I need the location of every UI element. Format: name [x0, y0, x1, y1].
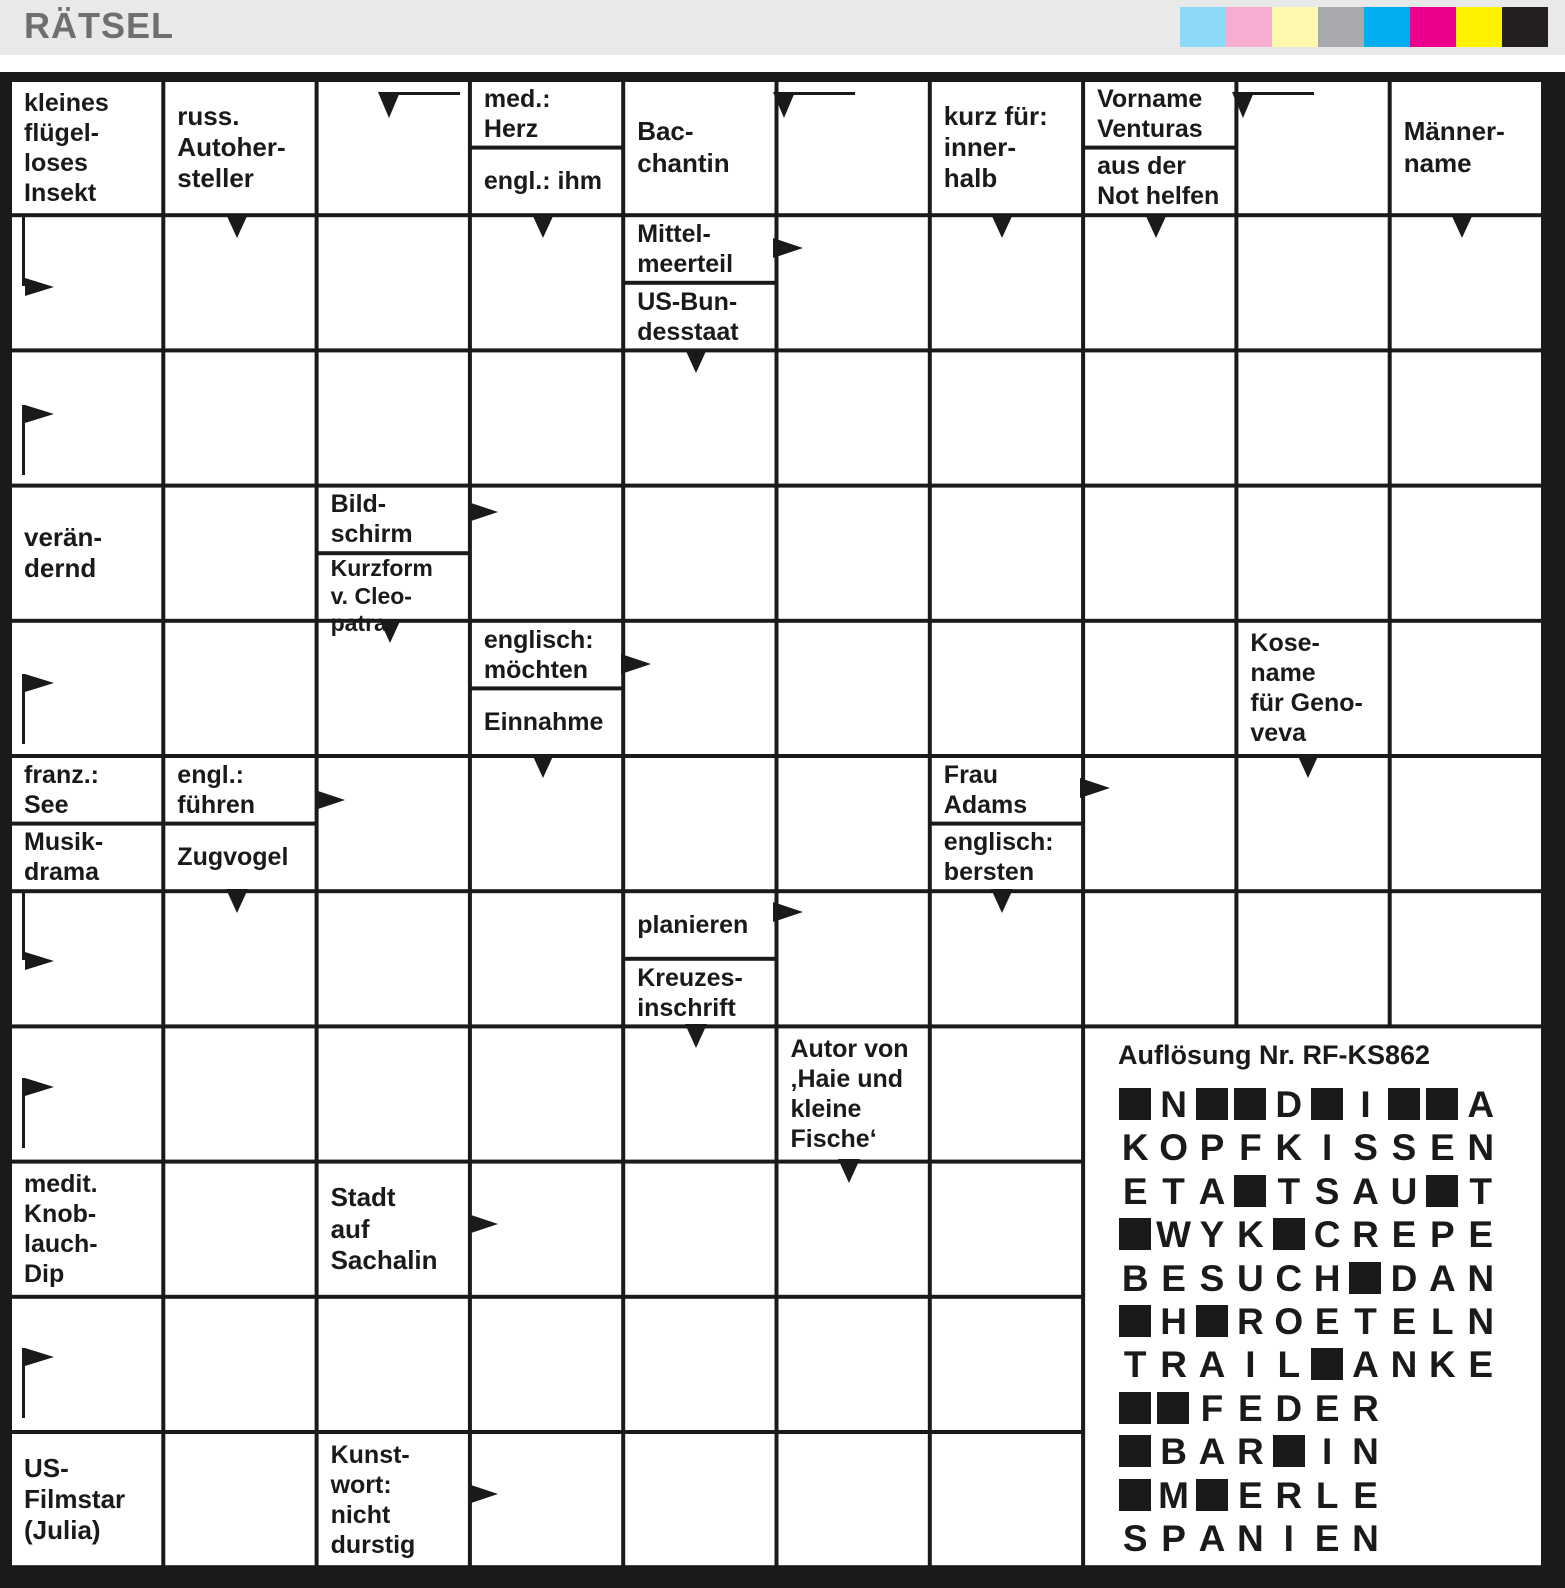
grid-cell[interactable] [319, 758, 468, 889]
grid-cell[interactable] [779, 217, 928, 348]
solution-letter: E [1468, 1344, 1494, 1386]
solution-letter: E [1161, 1257, 1186, 1299]
solution-letter: B [1121, 1257, 1149, 1299]
clue-text: Bild- schirm [330, 490, 413, 549]
solution-letter: D [1390, 1257, 1418, 1299]
clue-text: aus der Not helfen [1097, 152, 1220, 211]
solution-block [1423, 1083, 1461, 1126]
grid-cell[interactable] [932, 217, 1081, 348]
grid-cell[interactable] [12, 1028, 161, 1159]
grid-cell[interactable] [625, 488, 774, 619]
solution-row [1116, 1343, 1530, 1386]
grid-cell[interactable] [625, 1028, 774, 1159]
solution-letter: R [1237, 1300, 1264, 1342]
solution-block [1270, 1213, 1308, 1256]
solution-block [1116, 1474, 1154, 1517]
grid-cell[interactable] [472, 893, 621, 1024]
solution-letter: N [1160, 1084, 1187, 1125]
grid-cell[interactable] [625, 1299, 774, 1430]
grid-cell[interactable] [779, 1434, 928, 1565]
solution-letter: F [1239, 1127, 1262, 1169]
solution-block [1193, 1300, 1231, 1343]
solution-letter: P [1199, 1127, 1225, 1169]
solution-block [1231, 1083, 1269, 1126]
solution-row [1116, 1126, 1530, 1169]
clue-text: Bac- chantin [637, 116, 730, 178]
clue-text: Stadt auf Sachalin [330, 1182, 438, 1275]
solution-letter: S [1199, 1257, 1225, 1299]
clue-text: medit. Knob- lauch- Dip [24, 1170, 98, 1289]
grid-cell[interactable] [932, 488, 1081, 619]
solution-letter: N [1352, 1431, 1379, 1473]
solution-letter: K [1121, 1127, 1149, 1169]
clue-text: engl.: führen [177, 760, 256, 819]
grid-cell[interactable] [1085, 623, 1234, 754]
grid-cell[interactable] [779, 1299, 928, 1430]
solution-row [1116, 1430, 1530, 1473]
grid-cell[interactable] [625, 758, 774, 889]
grid-cell[interactable] [165, 1164, 314, 1295]
solution-letter: H [1160, 1300, 1187, 1342]
grid-cell[interactable] [319, 352, 468, 483]
clue-text: Kurzform v. Cleo- patra [330, 555, 433, 637]
grid-cell[interactable] [1238, 488, 1387, 619]
solution-block [1270, 1430, 1308, 1473]
solution-letter: S [1314, 1170, 1340, 1212]
grid-cell[interactable] [319, 893, 468, 1024]
solution-letter: I [1322, 1431, 1333, 1473]
grid-cell[interactable] [1392, 893, 1541, 1024]
grid-cell[interactable] [625, 1164, 774, 1295]
solution-letter: S [1353, 1127, 1378, 1169]
grid-cell[interactable] [932, 1164, 1081, 1295]
grid-cell[interactable] [779, 623, 928, 754]
solution-letter: U [1390, 1170, 1418, 1212]
grid-cell[interactable] [1085, 758, 1234, 889]
solution-letter: C [1275, 1257, 1303, 1299]
solution-letter: E [1314, 1300, 1340, 1342]
grid-cell[interactable] [472, 1299, 621, 1430]
solution-letter: P [1161, 1517, 1186, 1559]
solution-letter: S [1122, 1517, 1148, 1559]
grid-cell[interactable] [1392, 758, 1541, 889]
grid-cell[interactable] [932, 623, 1081, 754]
grid-cell[interactable] [779, 82, 928, 213]
solution-panel [1090, 1040, 1530, 1560]
grid-cell[interactable] [165, 352, 314, 483]
solution-row [1116, 1170, 1530, 1213]
solution-letter: O [1274, 1300, 1304, 1342]
solution-block [1423, 1170, 1461, 1213]
grid-cell[interactable] [1085, 893, 1234, 1024]
grid-cell[interactable] [165, 623, 314, 754]
solution-letter: E [1353, 1474, 1378, 1516]
clue-text: US-Bun- desstaat [637, 287, 739, 346]
clue-text: Kunst- wort: nicht durstig [330, 1440, 416, 1559]
grid-cell[interactable] [472, 1028, 621, 1159]
solution-block [1116, 1430, 1154, 1473]
grid-cell[interactable] [779, 1164, 928, 1295]
grid-cell[interactable] [779, 352, 928, 483]
grid-cell[interactable] [779, 488, 928, 619]
solution-letter: T [1277, 1170, 1301, 1212]
solution-letter: E [1314, 1517, 1340, 1559]
solution-letter: P [1429, 1214, 1455, 1256]
solution-letter: A [1198, 1431, 1226, 1473]
clue-text: Autor von ‚Haie und kleine Fische‘ [790, 1035, 909, 1153]
clue-text: Männer- name [1403, 116, 1505, 178]
solution-letter: L [1315, 1474, 1339, 1516]
solution-letter: U [1237, 1257, 1264, 1299]
solution-letter: E [1122, 1170, 1148, 1212]
clue-text: Vorname Venturas [1097, 84, 1203, 143]
grid-cell[interactable] [1085, 217, 1234, 348]
solution-letter: N [1352, 1517, 1379, 1559]
solution-letter: K [1237, 1214, 1264, 1256]
solution-letter: I [1283, 1517, 1294, 1559]
grid-cell[interactable] [1392, 623, 1541, 754]
solution-letter: E [1391, 1300, 1417, 1342]
grid-cell[interactable] [12, 1299, 161, 1430]
solution-block [1154, 1387, 1192, 1430]
grid-cell[interactable] [165, 893, 314, 1024]
grid-cell[interactable] [1392, 488, 1541, 619]
grid-cell[interactable] [472, 1164, 621, 1295]
solution-letter: A [1467, 1084, 1495, 1125]
clue-text: engl.: ihm [483, 167, 602, 196]
solution-block [1116, 1300, 1154, 1343]
solution-block [1193, 1474, 1231, 1517]
clue-text: planieren [637, 911, 749, 939]
grid-cell[interactable] [1392, 352, 1541, 483]
grid-cell[interactable] [319, 623, 468, 754]
solution-letter: K [1275, 1127, 1303, 1169]
grid-cell[interactable] [319, 1028, 468, 1159]
solution-letter: L [1431, 1300, 1454, 1342]
grid-cell[interactable] [165, 1434, 314, 1565]
solution-letter: E [1391, 1214, 1417, 1256]
grid-cell[interactable] [1085, 352, 1234, 483]
solution-letter: T [1162, 1170, 1185, 1212]
solution-letter: A [1198, 1170, 1226, 1212]
solution-letter: R [1352, 1214, 1379, 1256]
clue-text: kleines flügel- loses Insekt [24, 88, 109, 207]
solution-letter: W [1156, 1214, 1192, 1256]
solution-letter: B [1160, 1431, 1187, 1473]
grid-cell[interactable] [625, 623, 774, 754]
solution-letter: D [1275, 1387, 1303, 1429]
solution-letter: E [1314, 1387, 1340, 1429]
grid-cell[interactable] [1238, 82, 1387, 213]
solution-letter: T [1123, 1344, 1147, 1386]
solution-letter: K [1428, 1344, 1456, 1386]
grid-cell[interactable] [472, 1434, 621, 1565]
clue-text: Zugvogel [177, 843, 289, 872]
solution-letter: N [1390, 1344, 1418, 1386]
grid-cell[interactable] [625, 1434, 774, 1565]
grid-cell[interactable] [779, 893, 928, 1024]
solution-block [1116, 1387, 1154, 1430]
solution-row [1116, 1257, 1530, 1300]
solution-letter: A [1352, 1170, 1379, 1212]
solution-letter: L [1277, 1344, 1301, 1386]
grid-cell[interactable] [472, 488, 621, 619]
solution-letter: O [1159, 1127, 1188, 1169]
clue-text: Kreuzes- inschrift [637, 963, 743, 1022]
solution-block [1116, 1213, 1154, 1256]
solution-letter: H [1313, 1257, 1341, 1299]
solution-grid [1090, 1083, 1530, 1560]
solution-block [1346, 1257, 1384, 1300]
grid-cell[interactable] [472, 217, 621, 348]
solution-letter: N [1467, 1300, 1495, 1342]
solution-block [1231, 1170, 1269, 1213]
solution-letter: A [1428, 1257, 1456, 1299]
grid-cell[interactable] [1085, 488, 1234, 619]
solution-letter: E [1238, 1387, 1263, 1429]
solution-letter: D [1275, 1084, 1303, 1125]
solution-letter: A [1198, 1344, 1226, 1386]
solution-block [1308, 1083, 1346, 1126]
clue-text: englisch: möchten [483, 625, 594, 684]
clue-text: verän- dernd [24, 522, 103, 584]
solution-letter: T [1354, 1300, 1377, 1342]
solution-row [1116, 1517, 1530, 1560]
grid-cell[interactable] [1238, 893, 1387, 1024]
grid-cell[interactable] [625, 352, 774, 483]
clue-text: kurz für: inner- halb [943, 100, 1048, 194]
solution-letter: A [1198, 1517, 1226, 1559]
grid-cell[interactable] [1238, 217, 1387, 348]
solution-letter: A [1352, 1344, 1379, 1386]
solution-letter: F [1200, 1387, 1224, 1429]
grid-cell[interactable] [932, 1028, 1081, 1159]
solution-letter: S [1391, 1127, 1417, 1169]
grid-cell[interactable] [472, 352, 621, 483]
grid-cell[interactable] [779, 758, 928, 889]
grid-cell[interactable] [165, 217, 314, 348]
grid-cell[interactable] [165, 1028, 314, 1159]
grid-cell[interactable] [1238, 758, 1387, 889]
solution-letter: I [1245, 1344, 1256, 1386]
grid-cell[interactable] [1392, 217, 1541, 348]
solution-letter: N [1467, 1257, 1495, 1299]
clue-text: Mittel- meerteil [637, 220, 734, 278]
solution-row [1116, 1387, 1530, 1430]
solution-block [1116, 1083, 1154, 1126]
clue-text: Frau Adams [943, 760, 1028, 819]
clue-text: med.: Herz [483, 84, 551, 143]
solution-letter: Y [1199, 1214, 1225, 1256]
solution-row [1116, 1213, 1530, 1256]
grid-cell[interactable] [932, 1299, 1081, 1430]
solution-row [1116, 1083, 1530, 1126]
page-title: RÄTSEL [24, 5, 174, 46]
grid-cell[interactable] [319, 217, 468, 348]
solution-letter: N [1237, 1517, 1264, 1559]
grid-cell[interactable] [472, 758, 621, 889]
solution-letter: E [1468, 1214, 1494, 1256]
solution-block [1385, 1083, 1423, 1126]
solution-block [1308, 1343, 1346, 1386]
clue-text: franz.: See [24, 760, 99, 819]
solution-title: Auflösung Nr. RF-KS862 [1118, 1040, 1431, 1070]
solution-letter: E [1429, 1127, 1455, 1169]
clue-text: englisch: bersten [943, 828, 1054, 887]
clue-text: US- Filmstar (Julia) [24, 1452, 126, 1546]
grid-cell[interactable] [1238, 352, 1387, 483]
solution-letter: E [1238, 1474, 1263, 1516]
solution-letter: R [1275, 1474, 1303, 1516]
grid-cell[interactable] [319, 1299, 468, 1430]
solution-letter: I [1360, 1084, 1371, 1125]
clue-divider [623, 957, 776, 961]
solution-letter: C [1313, 1214, 1341, 1256]
solution-row [1116, 1474, 1530, 1517]
clue-text: Einnahme [483, 708, 604, 737]
grid-cell[interactable] [165, 488, 314, 619]
clue-text: Musik- drama [24, 828, 104, 887]
solution-letter: R [1237, 1431, 1264, 1473]
clue-text: russ. Autoher- steller [177, 100, 286, 194]
grid-cell[interactable] [932, 893, 1081, 1024]
solution-block [1193, 1083, 1231, 1126]
solution-letter: M [1158, 1474, 1189, 1516]
grid-cell[interactable] [932, 352, 1081, 483]
solution-letter: R [1160, 1344, 1187, 1386]
solution-letter: I [1322, 1127, 1333, 1169]
clue-text: Kose- name für Geno- veva [1250, 629, 1363, 748]
solution-letter: N [1467, 1127, 1495, 1169]
puzzle-code: RF-KS863 [826, 1564, 893, 1580]
solution-row [1116, 1300, 1530, 1343]
solution-letter: T [1469, 1170, 1493, 1212]
solution-letter: R [1352, 1387, 1379, 1429]
grid-cell[interactable] [932, 1434, 1081, 1565]
grid-cell[interactable] [165, 1299, 314, 1430]
